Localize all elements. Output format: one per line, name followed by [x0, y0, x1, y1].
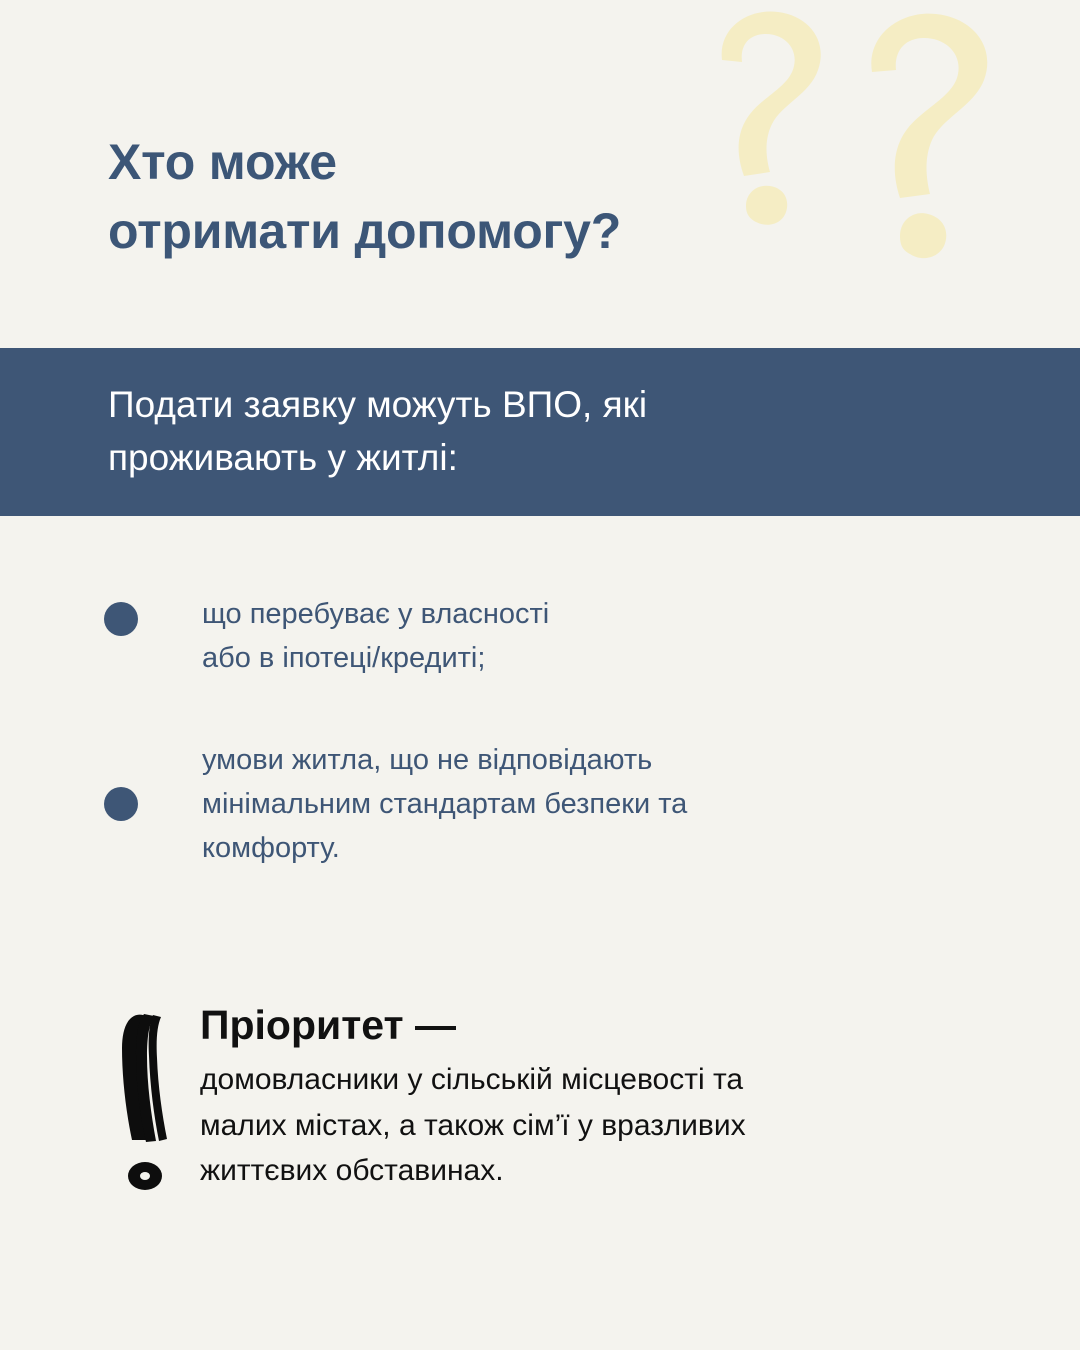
highlight-band [0, 348, 1080, 516]
priority-heading: Пріоритет — [200, 1002, 457, 1048]
eligibility-list [104, 592, 984, 928]
list-item-line: комфорту. [202, 832, 340, 865]
list-item [104, 738, 984, 870]
highlight-band-line-2: проживають у житлі: [108, 437, 458, 478]
highlight-band-line-1: Подати заявку можуть ВПО, які [108, 384, 648, 426]
highlight-band-text [0, 379, 767, 484]
page-title-line-1: Хто може [108, 134, 337, 190]
bullet-dot-icon [104, 602, 138, 636]
list-item [104, 592, 984, 680]
page-title-line-2: отримати допомогу? [108, 203, 622, 259]
priority-body [200, 1057, 746, 1194]
priority-block [104, 1000, 1004, 1203]
priority-body-line: домовласники у сільській місцевості та [200, 1063, 744, 1097]
page-title [108, 128, 868, 266]
priority-text [200, 1000, 746, 1194]
priority-body-line: життєвих обставинах. [200, 1154, 504, 1188]
list-item-text [202, 738, 687, 870]
bullet-dot-icon [104, 787, 138, 821]
list-item-line: мінімальним стандартам безпеки та [202, 788, 688, 821]
list-item-line: умови житла, що не відповідають [202, 744, 653, 777]
list-item-line: або в іпотеці/кредиті; [202, 642, 486, 675]
exclamation-mark-icon [104, 1008, 200, 1203]
list-item-line: що перебуває у власності [202, 598, 550, 630]
list-item-text [202, 592, 549, 680]
priority-body-line: малих містах, а також сім’ї у вразливих [200, 1108, 746, 1142]
